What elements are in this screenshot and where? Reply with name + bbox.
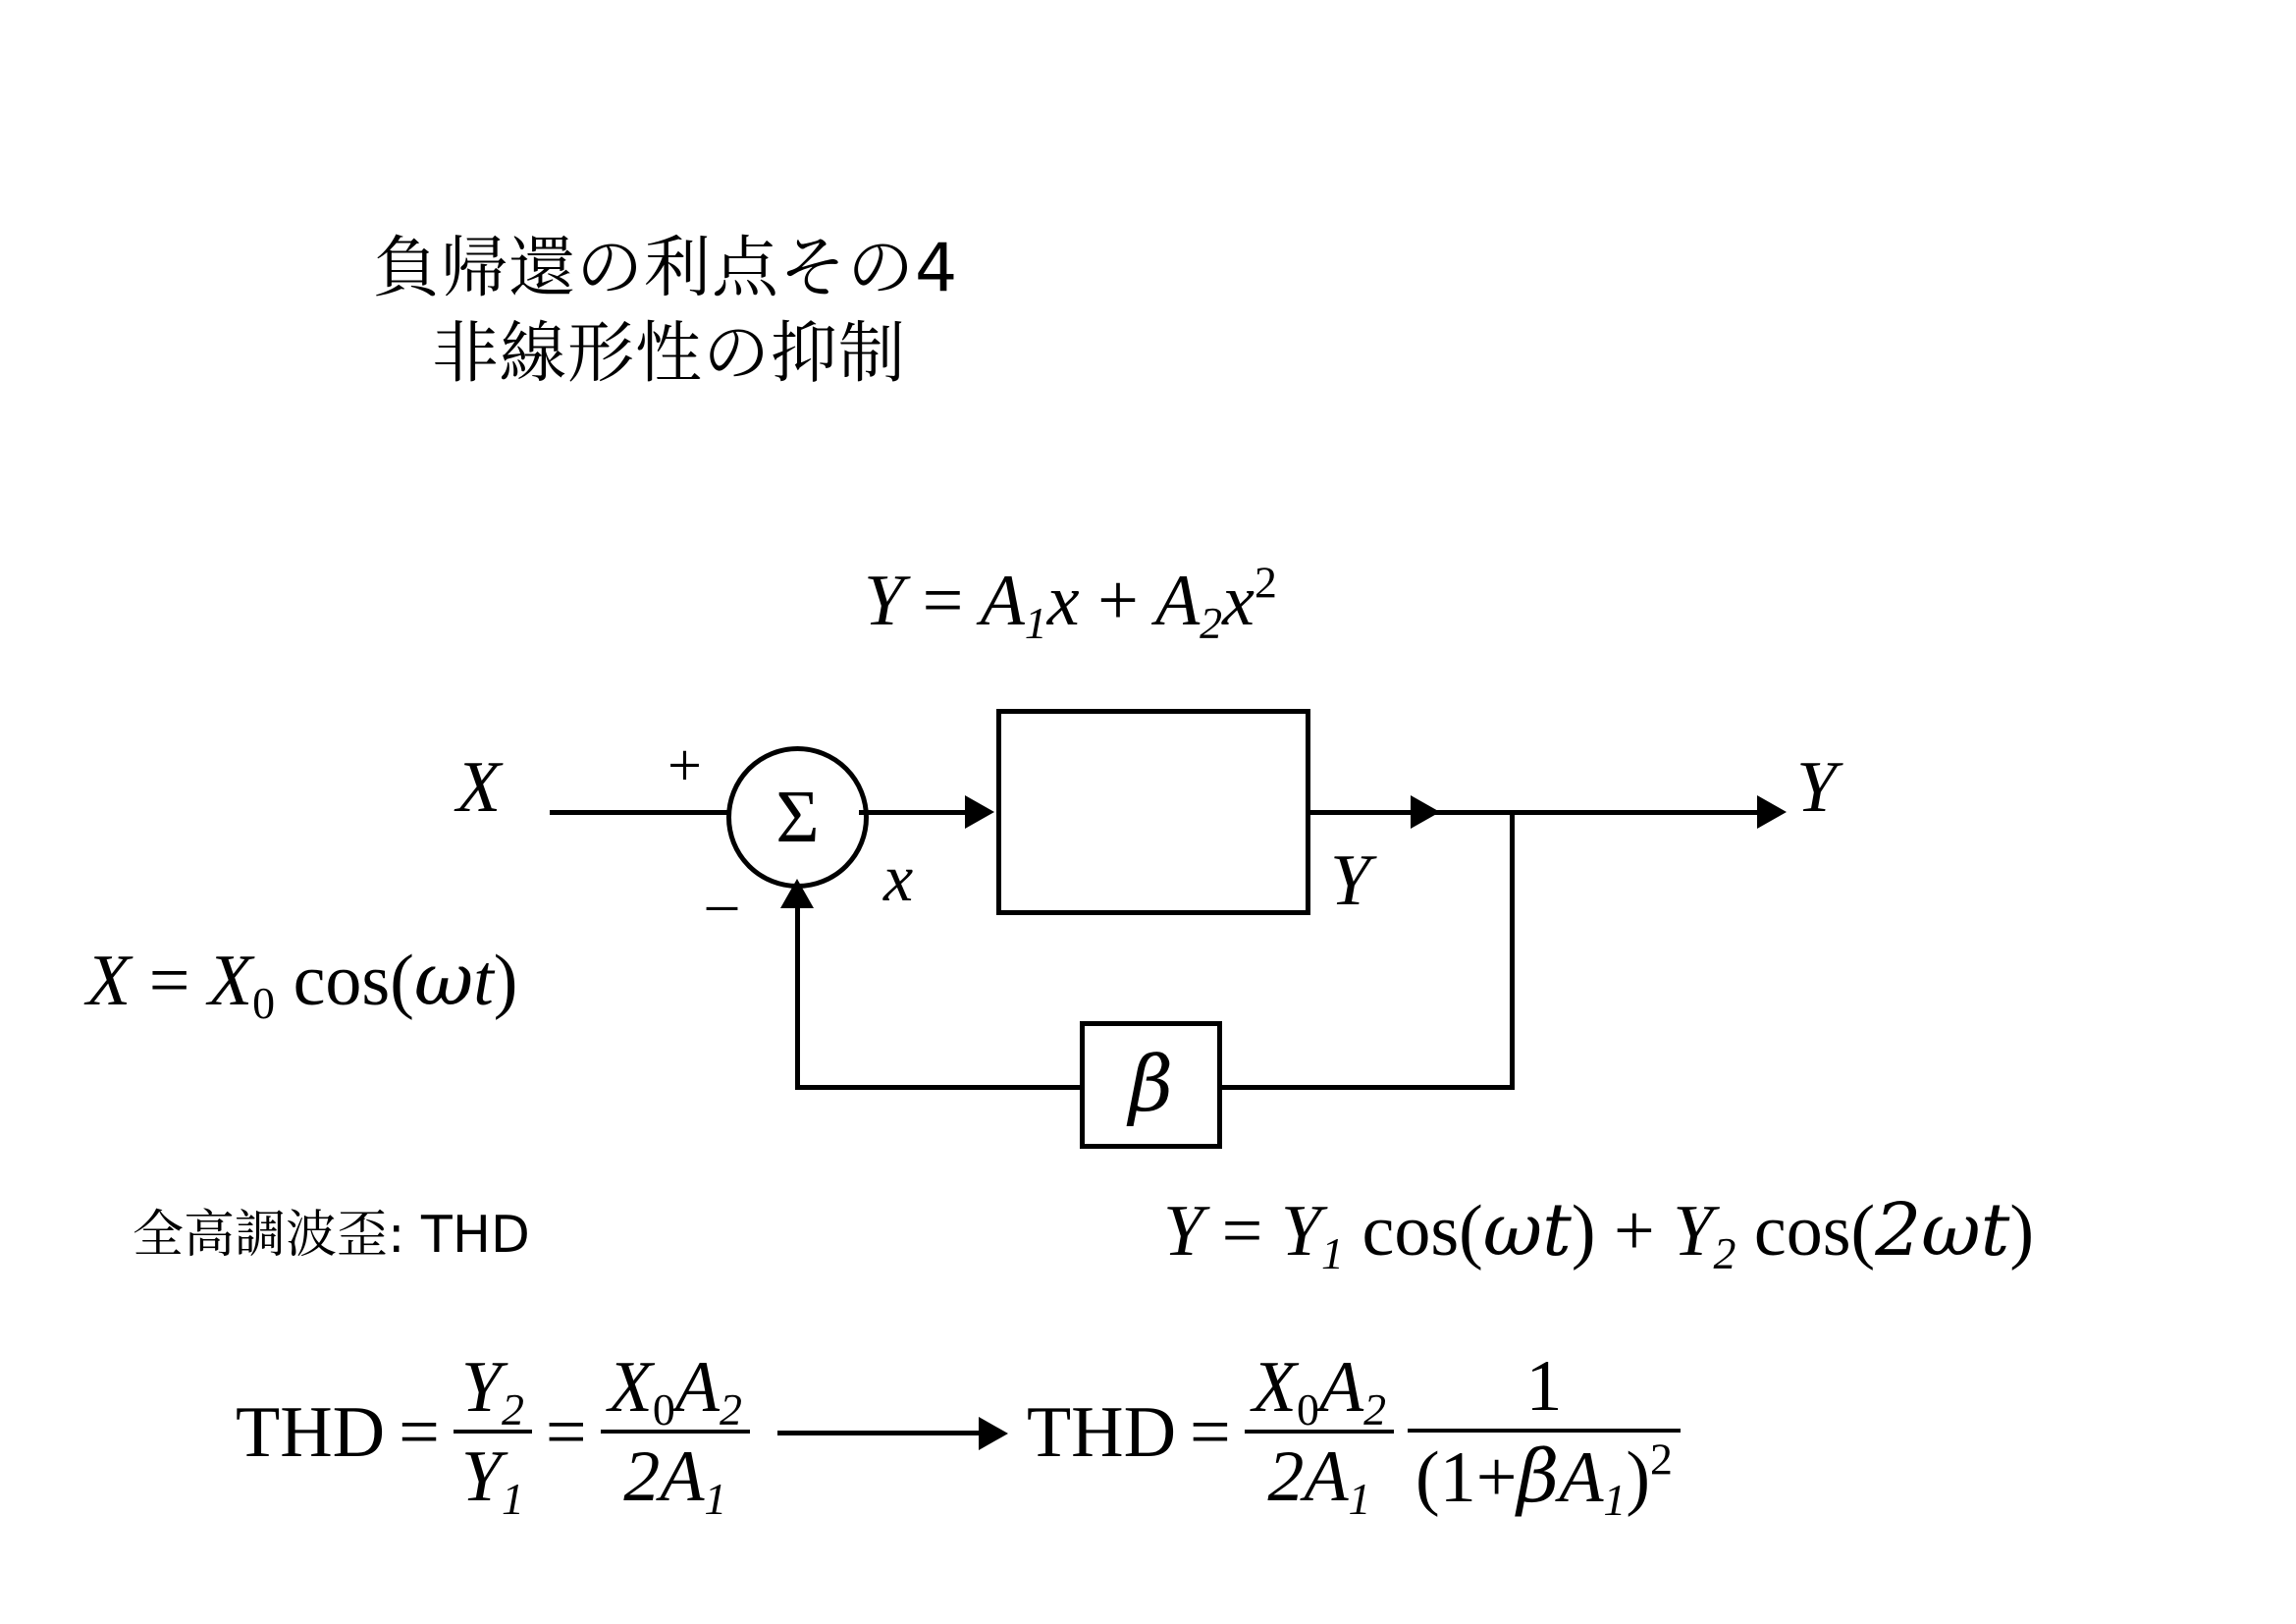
output-arg1: ωt (1482, 1188, 1572, 1272)
transfer-a1-sub: 1 (1024, 597, 1047, 648)
arrowhead-output-node (1411, 795, 1440, 829)
arrowhead-sum-feedback (780, 879, 814, 908)
thd-left-x0: X (608, 1347, 653, 1428)
amplifier-block (996, 709, 1310, 915)
output-y2: Y (1673, 1191, 1714, 1272)
thd-left-fraction-y (454, 1346, 532, 1524)
thd-left-y1-sub: 1 (501, 1473, 524, 1524)
sum-minus-sign: – (707, 870, 737, 937)
thd-right-beta: β (1517, 1435, 1560, 1519)
diagram-amp-output-label: Y (1330, 840, 1371, 921)
equation-input-signal (86, 938, 518, 1028)
transfer-plus: + (1097, 561, 1139, 641)
thd-left-y1: Y (460, 1436, 502, 1517)
thd-right-den-a: A (1559, 1437, 1604, 1518)
thd-right-fraction-loop (1408, 1345, 1681, 1525)
wire-beta-to-corner (795, 1085, 1082, 1090)
output-y1: Y (1280, 1191, 1322, 1272)
thd-left-equals-2: = (545, 1391, 587, 1473)
output-lhs: Y (1163, 1191, 1204, 1272)
output-equals: = (1221, 1191, 1263, 1272)
feedback-block (1080, 1021, 1222, 1149)
thd-right-den-one: 1 (1439, 1437, 1476, 1518)
wire-feedback-tap (1510, 810, 1515, 1090)
thd-caption: 全高調波歪: THD (133, 1206, 530, 1265)
thd-right-equals: = (1190, 1391, 1231, 1473)
transfer-equals: = (922, 561, 964, 641)
thd-left-y2: Y (460, 1347, 502, 1428)
input-cos: cos (293, 941, 391, 1021)
page-title (324, 226, 1404, 397)
title-line-1: 負帰還の利点その4 (373, 230, 959, 307)
transfer-x2: x (1222, 561, 1255, 641)
wire-node-to-output (1438, 810, 1777, 815)
wire-feedback-to-sum (795, 908, 800, 1087)
diagram-error-label: x (883, 840, 914, 915)
thd-left-a2-sub: 2 (720, 1383, 742, 1435)
input-t: t (473, 941, 494, 1021)
input-equals: = (148, 941, 190, 1021)
arrowhead-amp-input (965, 795, 994, 829)
input-omega: ω (413, 938, 474, 1022)
wire-sum-to-amp (859, 810, 967, 815)
title-line-2: 非線形性の抑制 (432, 315, 907, 394)
transfer-a1: A (980, 561, 1025, 641)
input-amp: X (207, 941, 253, 1021)
thd-left-name: THD (236, 1391, 386, 1473)
output-arg2: 2ωt (1875, 1188, 2010, 1272)
input-paren-open: ( (390, 941, 414, 1021)
wire-input (550, 810, 731, 815)
thd-right-one: 1 (1525, 1346, 1563, 1427)
thd-left-a2: A (674, 1347, 720, 1428)
output-y2-sub: 2 (1713, 1227, 1736, 1278)
sum-plus-sign: + (667, 732, 702, 799)
beta-label: β (1128, 1041, 1174, 1129)
thd-right-a2-sub: 2 (1363, 1383, 1387, 1435)
implies-arrow-icon (777, 1413, 1013, 1452)
diagram-output-label: Y (1796, 747, 1838, 828)
output-cos1: cos (1362, 1191, 1460, 1272)
thd-left-2a: 2A (623, 1436, 705, 1517)
thd-right-x0-sub: 0 (1296, 1383, 1319, 1435)
thd-right-paren-close: ) (1626, 1437, 1651, 1518)
thd-right-den-plus: + (1475, 1437, 1518, 1518)
diagram-input-label: X (456, 747, 502, 828)
transfer-a2: A (1154, 561, 1201, 641)
input-paren-close: ) (493, 941, 518, 1021)
thd-left-2a-sub: 1 (704, 1473, 727, 1524)
arrowhead-output (1757, 795, 1787, 829)
thd-right-paren-open: ( (1415, 1437, 1440, 1518)
equation-transfer-function (864, 557, 1277, 648)
transfer-x1: x (1046, 561, 1080, 641)
transfer-a2-sub: 2 (1200, 597, 1223, 648)
thd-right-exp: 2 (1650, 1434, 1673, 1485)
equation-thd-row (236, 1345, 1694, 1525)
thd-left-y2-sub: 2 (501, 1383, 524, 1435)
wire-node-to-beta (1220, 1085, 1513, 1090)
output-plus: + (1614, 1191, 1655, 1272)
thd-right-den-a-sub: 1 (1603, 1474, 1627, 1525)
thd-left-x0-sub: 0 (652, 1383, 675, 1435)
thd-left-equals-1: = (399, 1391, 440, 1473)
thd-right-x0: X (1252, 1347, 1297, 1428)
input-lhs: X (86, 941, 132, 1021)
input-amp-sub: 0 (252, 977, 276, 1028)
output-y1-sub: 1 (1321, 1227, 1344, 1278)
transfer-x2-exp: 2 (1254, 557, 1277, 608)
thd-right-2a: 2A (1267, 1436, 1349, 1517)
thd-right-fraction-xa (1245, 1346, 1394, 1524)
thd-right-name: THD (1026, 1391, 1177, 1473)
thd-left-fraction-xa (601, 1346, 750, 1524)
sigma-icon: Σ (775, 776, 820, 858)
summing-junction (726, 746, 869, 889)
equation-output-signal: $Y = Y_1$ $\cos(\omega t) + Y_2$ cos(2ωt) (1163, 1188, 2035, 1278)
output-cos2: cos (1753, 1191, 1851, 1272)
transfer-lhs: Y (864, 561, 905, 641)
thd-right-2a-sub: 1 (1348, 1473, 1371, 1524)
thd-right-a2: A (1318, 1347, 1364, 1428)
